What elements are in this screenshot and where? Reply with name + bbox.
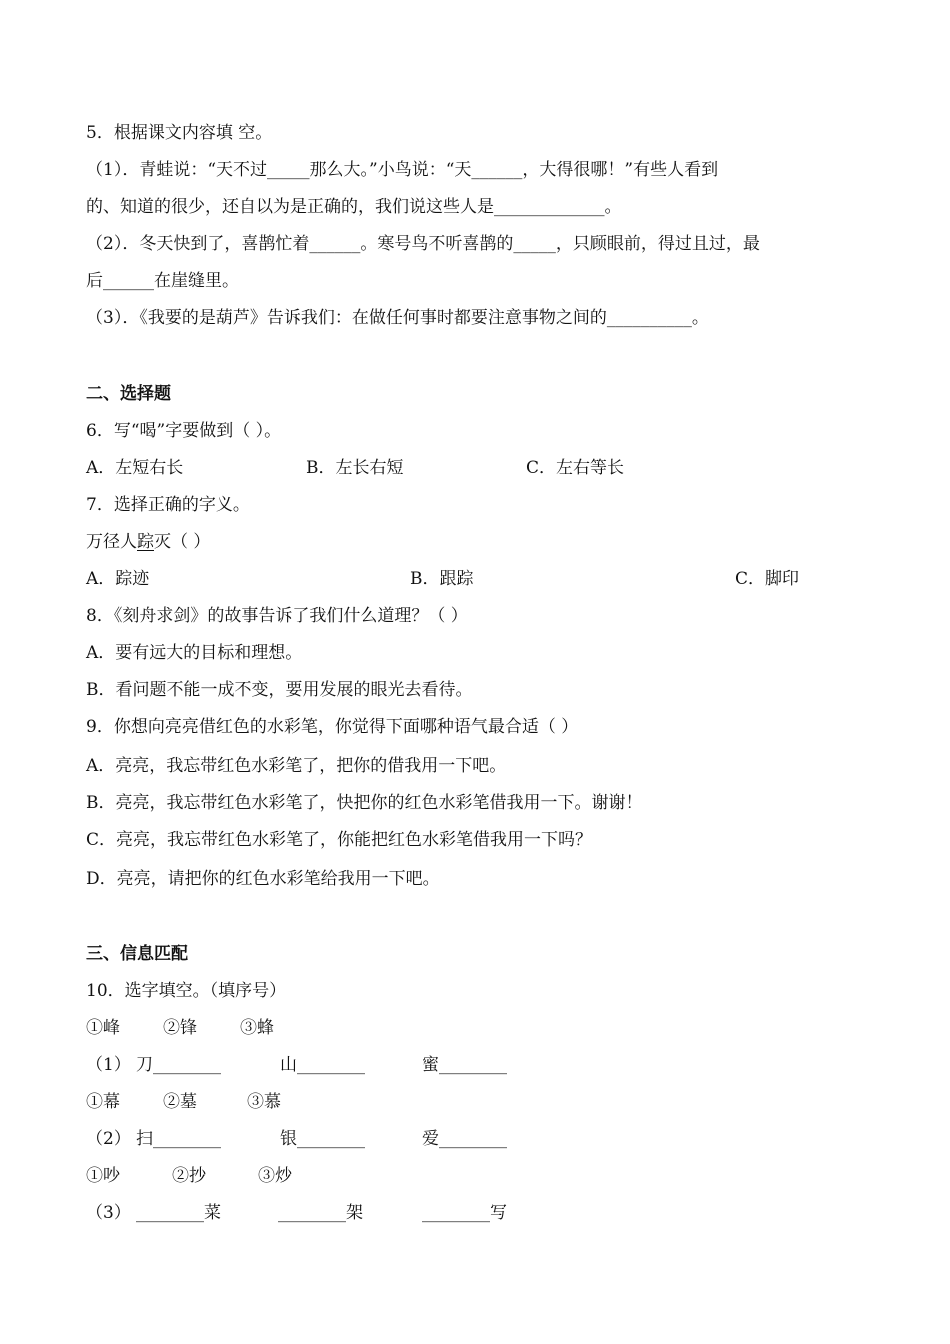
q10-group2-item1: 扫________ (136, 1129, 221, 1149)
q9-question: 9．你想向亮亮借红色的水彩笔，你觉得下面哪种语气最合适（ ） (86, 717, 579, 737)
q7-prompt-target: 踪 (137, 532, 154, 552)
q7-prompt-before: 万径人 (86, 532, 137, 552)
q7-option-a: A．踪迹 (86, 569, 150, 589)
q5-part2-line1: （2）．冬天快到了，喜鹊忙着______。寒号鸟不听喜鹊的_____，只顾眼前，得过且过，最 (86, 234, 760, 254)
q10-group2-label: （2） (86, 1129, 131, 1149)
q10-group3-label: （3） (86, 1203, 131, 1223)
q10-group2-choice2: ②墓 (163, 1092, 197, 1112)
q5-title: 5．根据课文内容填 空。 (86, 123, 273, 143)
q7-prompt-after: 灭（ ） (154, 532, 211, 552)
q6-option-b: B．左长右短 (306, 458, 404, 478)
q6-question: 6．写“喝”字要做到（ ）。 (86, 421, 282, 441)
q10-group3-choice2: ②抄 (172, 1166, 206, 1186)
q6-option-a: A．左短右长 (86, 458, 184, 478)
q8-question: 8．《刻舟求剑》的故事告诉了我们什么道理？（ ） (86, 606, 468, 626)
q10-group2-choice3: ③慕 (247, 1092, 281, 1112)
q10-group3-item3: ________写 (422, 1203, 507, 1223)
q6-option-c: C．左右等长 (526, 458, 625, 478)
q10-group3-choice3: ③炒 (258, 1166, 292, 1186)
q7-option-b: B．跟踪 (410, 569, 474, 589)
section2-heading: 二、选择题 (86, 384, 171, 404)
q8-option-a: A．要有远大的目标和理想。 (86, 643, 303, 663)
q9-option-c: C．亮亮，我忘带红色水彩笔了，你能把红色水彩笔借我用一下吗？ (86, 830, 593, 850)
q10-group2-item3: 爱________ (422, 1129, 507, 1149)
q10-group3-item2: ________架 (278, 1203, 363, 1223)
q10-group1-choice2: ②锋 (163, 1018, 197, 1038)
q5-part3: （3）．《我要的是葫芦》告诉我们：在做任何事时都要注意事物之间的__________。 (86, 308, 709, 328)
q10-group3-choice1: ①吵 (86, 1166, 120, 1186)
q10-group1-item2: 山________ (280, 1055, 365, 1075)
q5-part2-line2: 后______在崖缝里。 (86, 271, 239, 291)
q10-group2-choice1: ①幕 (86, 1092, 120, 1112)
q7-prompt (86, 531, 210, 553)
q9-option-b: B．亮亮，我忘带红色水彩笔了，快把你的红色水彩笔借我用一下。谢谢！ (86, 793, 643, 813)
q9-option-a: A．亮亮，我忘带红色水彩笔了，把你的借我用一下吧。 (86, 756, 507, 776)
q10-group1-choice3: ③蜂 (240, 1018, 274, 1038)
q7-option-c: C．脚印 (735, 569, 800, 589)
q9-option-d: D．亮亮，请把你的红色水彩笔给我用一下吧。 (86, 869, 440, 889)
q5-part1-line1: （1）．青蛙说：“天不过_____那么大。”小鸟说：“天______，大得很哪！”有些人看到 (86, 160, 719, 180)
q7-question: 7．选择正确的字义。 (86, 495, 250, 515)
q10-group1-item3: 蜜________ (422, 1055, 507, 1075)
q10-group1-item1: 刀________ (136, 1055, 221, 1075)
q5-part1-line2: 的、知道的很少，还自以为是正确的，我们说这些人是_____________。 (86, 197, 622, 217)
section3-heading: 三、信息匹配 (86, 944, 188, 964)
q10-group3-item1: ________菜 (136, 1203, 221, 1223)
q10-group1-label: （1） (86, 1055, 131, 1075)
q10-group2-item2: 银________ (280, 1129, 365, 1149)
q10-group1-choice1: ①峰 (86, 1018, 120, 1038)
q8-option-b: B．看问题不能一成不变，要用发展的眼光去看待。 (86, 680, 473, 700)
q10-question: 10．选字填空。（填序号） (86, 981, 287, 1001)
